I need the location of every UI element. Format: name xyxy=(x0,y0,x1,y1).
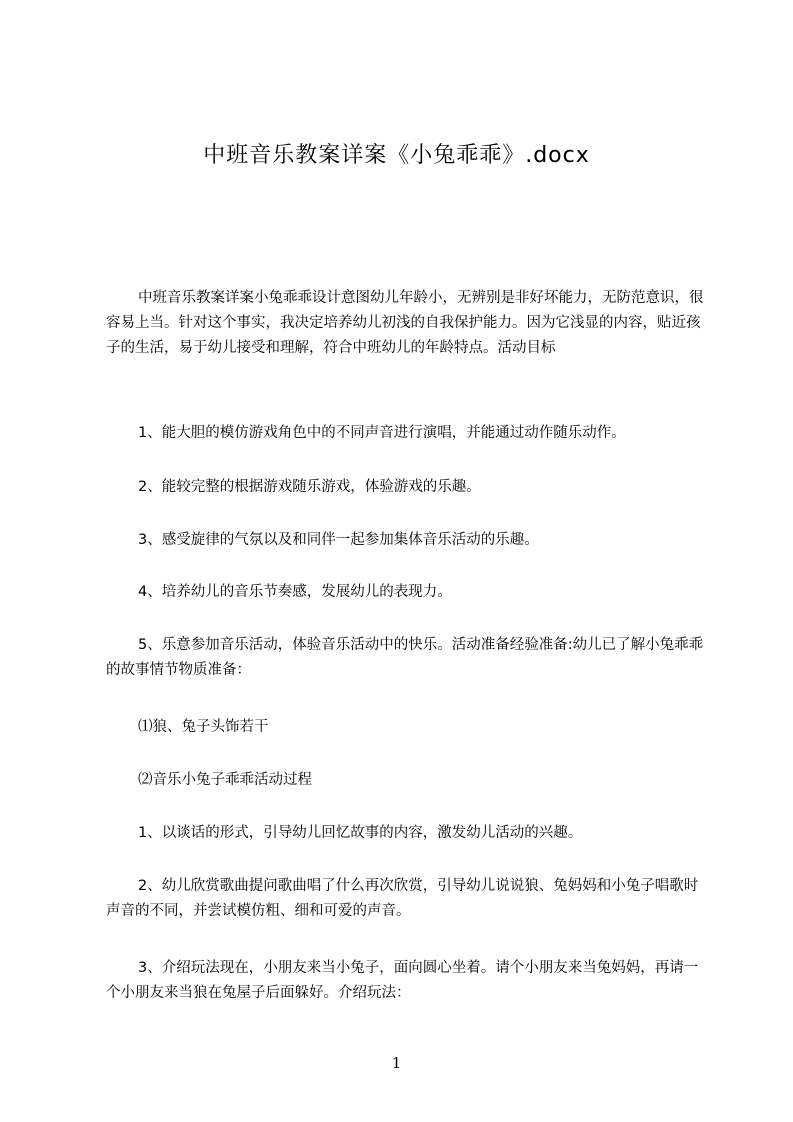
paragraph-goal-5: 5、乐意参加音乐活动，体验音乐活动中的快乐。活动准备经验准备:幼儿已了解小兔乖乖的故事情节物质准备： xyxy=(106,637,704,678)
paragraph-goal-2: 2、能较完整的根据游戏随乐游戏，体验游戏的乐趣。 xyxy=(138,479,481,495)
paragraph-process-2: 2、幼儿欣赏歌曲提问歌曲唱了什么再次欣赏，引导幼儿说说狼、兔妈妈和小兔子唱歌时声音的不同，并尝试模仿粗、细和可爱的声音。 xyxy=(106,878,699,919)
paragraph-material-1: ⑴狼、兔子头饰若干 xyxy=(138,719,269,735)
paragraph-process-1: 1、以谈话的形式，引导幼儿回忆故事的内容，激发幼儿活动的兴趣。 xyxy=(138,825,583,841)
page-number: 1 xyxy=(391,1054,402,1072)
paragraph-goal-4: 4、培养幼儿的音乐节奏感，发展幼儿的表现力。 xyxy=(138,584,452,600)
document-title: 中班音乐教案详案《小兔乖乖》.docx xyxy=(203,143,590,168)
paragraph-goal-3: 3、感受旋律的气氛以及和同伴一起参加集体音乐活动的乐趣。 xyxy=(138,532,539,548)
paragraph-goal-1: 1、能大胆的模仿游戏角色中的不同声音进行演唱，并能通过动作随乐动作。 xyxy=(138,425,626,441)
paragraph-material-2: ⑵音乐小兔子乖乖活动过程 xyxy=(138,772,312,788)
paragraph-intro: 中班音乐教案详案小兔乖乖设计意图幼儿年龄小，无辨别是非好坏能力，无防范意识，很容易上当。针对这个事实，我决定培养幼儿初浅的自我保护能力。因为它浅显的内容，贴近孩子的生活，易于幼儿接受和理解，符合中班幼儿的年龄特点。活动目标 xyxy=(106,290,704,356)
paragraph-process-3: 3、介绍玩法现在，小朋友来当小兔子，面向圆心坐着。请个小朋友来当兔妈妈，再请一个小朋友来当狼在兔屋子后面躲好。介绍玩法： xyxy=(106,960,699,1001)
